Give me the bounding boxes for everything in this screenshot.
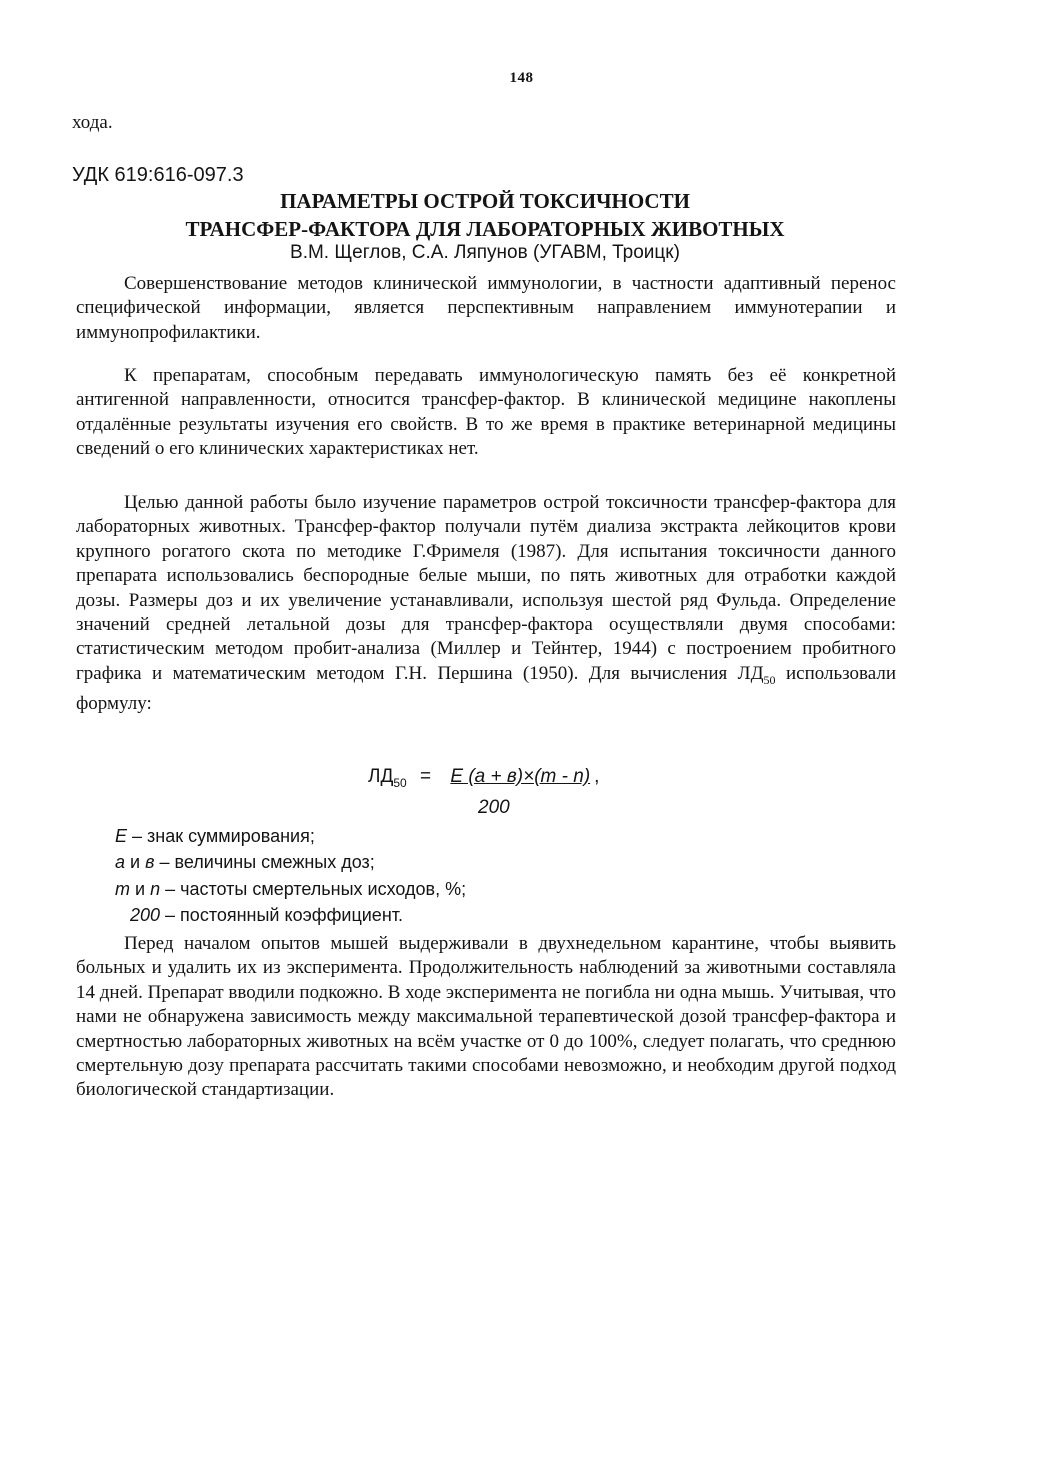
legend-text: – величины смежных доз; [154,852,375,872]
paragraph-intro: Совершенствование методов клинической иммунологии, в частности адаптивный перенос специфической информации, является перспективным направлением иммунотерапии и иммунопрофилактики. [76,273,896,343]
legend-conj: и [130,879,151,899]
legend-symbol: 200 [130,905,161,925]
legend-text: – частоты смертельных исходов, %; [160,879,467,899]
methods-text-end: использовали формулу: [76,662,897,715]
title-line-1: ПАРАМЕТРЫ ОСТРОЙ ТОКСИЧНОСТИ [280,189,690,213]
legend-item [115,879,466,900]
legend-text: – постоянный коэффициент. [160,905,404,925]
previous-article-tail: хода. [72,112,113,133]
article-title [72,187,898,243]
formula-lhs: ЛД [368,766,394,787]
legend-symbol: a [115,852,126,872]
formula-denominator: 200 [478,797,510,818]
formula-equals: = [419,766,432,787]
legend-symbol: E [115,826,128,846]
formula-comma: , [594,766,600,787]
ld50-formula [368,766,599,790]
title-line-2: ТРАНСФЕР-ФАКТОРА ДЛЯ ЛАБОРАТОРНЫХ ЖИВОТНЫХ [185,217,785,241]
paragraph-methods [76,491,896,716]
legend-item [115,826,315,847]
legend-item [115,852,375,873]
legend-conj: и [125,852,146,872]
ld-subscript: 50 [763,672,776,687]
methods-text: Целью данной работы было изучение параметров острой токсичности трансфер-фактора для лабораторных животных. Трансфер-фактор получали путём диализа экстракта лейкоцитов крови крупного рогатого скота по методике Г.Фримеля (1987). Для испытания токсичности данного препарата использовались беспородные белые мыши, по пять животных для отработки каждой дозы. Размеры доз и их увеличение устанавливали, используя шестой ряд Фульда. Определение значений средней летальной дозы для трансфер-фактора осуществляли двумя способами: статистическим методом пробит-анализа (Миллер и Тейнтер, 1944) с построением пробитного графика и математическим методом Г.Н. Першина (1950). Для вычисления ЛД [76,492,896,684]
legend-symbol-2: в [145,852,155,872]
legend-symbol-2: n [150,879,161,899]
legend-item [130,905,403,926]
legend-symbol: m [115,879,130,899]
paragraph-results: Перед началом опытов мышей выдерживали в двухнедельном карантине, чтобы выявить больных и удалить их из эксперимента. Продолжительность наблюдений за животными составляла 14 дней. Препарат вводили подкожно. В ходе эксперимента не погибла ни одна мышь. Учитывая, что нами не обнаружена зависимость между максимальной терапевтической дозой трансфер-фактора и смертностью лабораторных животных на всём участке от 0 до 100%, следует полагать, что среднюю смертельную дозу препарата рассчитать такими способами невозможно, и необходим другой подход биологической стандартизации. [76,933,896,1101]
page-number: 148 [509,70,534,86]
formula-numerator: E (a + в)×(m - n) [450,766,591,787]
legend-text: – знак суммирования; [127,826,315,846]
udc-code: УДК 619:616-097.3 [72,164,244,186]
paragraph-transfer-factor: К препаратам, способным передавать иммунологическую память без её конкретной антигенной направленности, относится трансфер-фактор. В клинической медицине накоплены отдалённые результаты изучения его свойств. В то же время в практике ветеринарной медицины сведений о его клинических характеристиках нет. [76,365,896,460]
authors: В.М. Щеглов, С.А. Ляпунов (УГАВМ, Троицк) [290,242,680,263]
formula-lhs-subscript: 50 [393,775,407,790]
